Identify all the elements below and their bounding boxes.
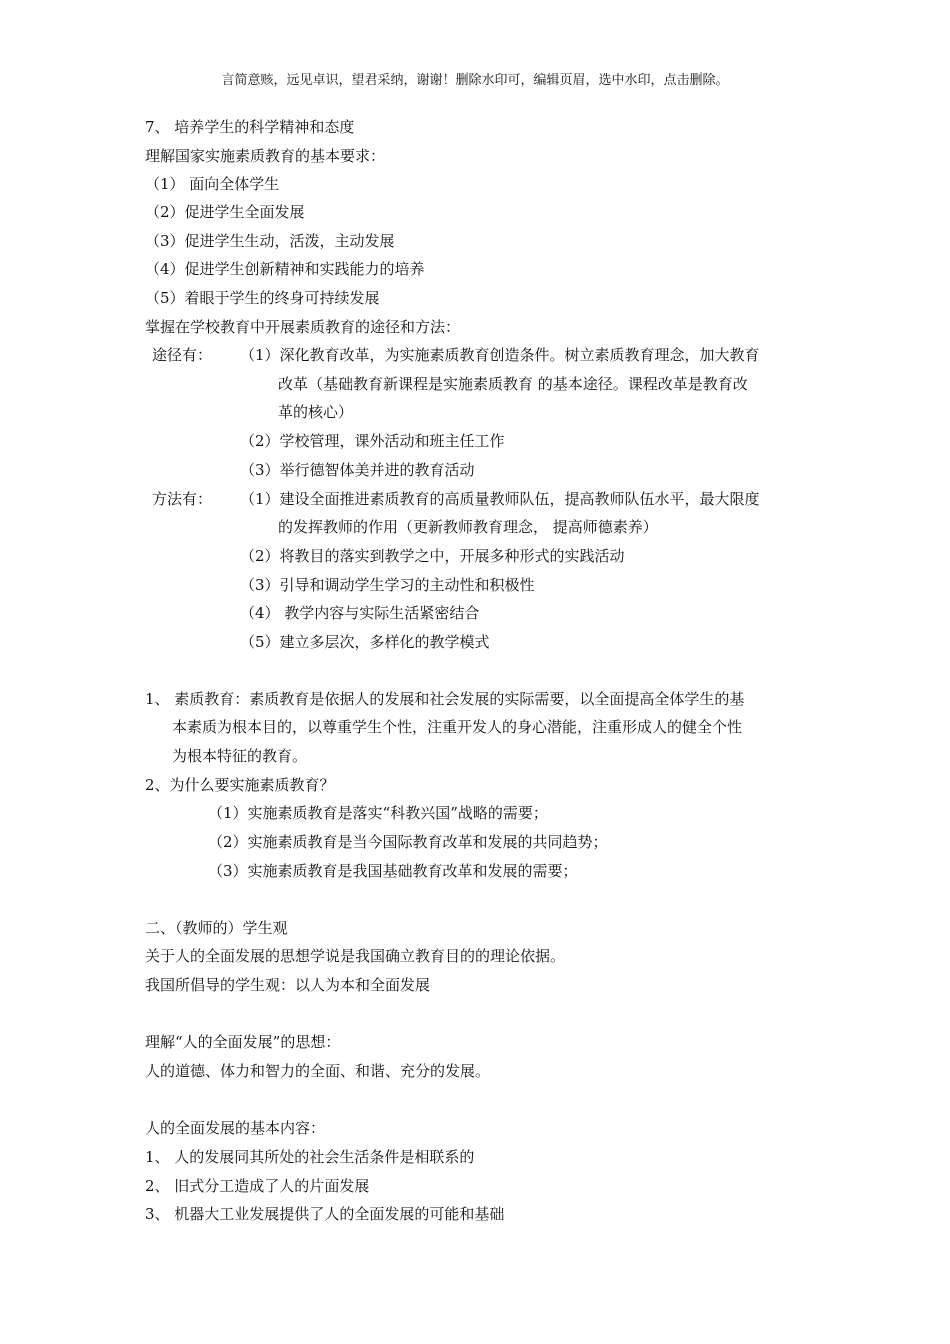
content-item: 1、 人的发展同其所处的社会生活条件是相联系的 bbox=[145, 1148, 475, 1166]
header-watermark-note: 言简意赅，远见卓识，望君采纳，谢谢！删除水印可，编辑页眉，选中水印，点击删除。 bbox=[221, 73, 729, 88]
theory-basis: 关于人的全面发展的思想学说是我国确立教育目的的理论依据。 bbox=[145, 947, 566, 965]
path-item: （1）深化教育改革，为实施素质教育创造条件。树立素质教育理念，加大教育 bbox=[240, 346, 760, 364]
requirement-item: （3）促进学生生动，活泼，主动发展 bbox=[145, 232, 395, 250]
paths-label: 途径有： bbox=[152, 346, 213, 364]
requirement-item: （2）促进学生全面发展 bbox=[145, 203, 305, 221]
definition-line: 本素质为根本目的，以尊重学生个性，注重开发人的身心潜能，注重形成人的健全个性 bbox=[172, 718, 743, 736]
method-item: （2）将教目的落实到教学之中，开展多种形式的实践活动 bbox=[240, 547, 625, 565]
understand-text: 人的道德、体力和智力的全面、和谐、充分的发展。 bbox=[145, 1062, 491, 1080]
method-item: （4） 教学内容与实际生活紧密结合 bbox=[240, 604, 480, 622]
item-7: 7、 培养学生的科学精神和态度 bbox=[145, 118, 355, 136]
path-item: （3）举行德智体美并进的教育活动 bbox=[240, 461, 475, 479]
student-view: 我国所倡导的学生观：以人为本和全面发展 bbox=[145, 976, 431, 994]
why-item: （2）实施素质教育是当今国际教育改革和发展的共同趋势； bbox=[208, 833, 608, 851]
approach-title: 掌握在学校教育中开展素质教育的途径和方法： bbox=[145, 318, 461, 336]
why-item: （3）实施素质教育是我国基础教育改革和发展的需要； bbox=[208, 862, 578, 880]
method-item-continued: 的发挥教师的作用（更新教师教育理念， 提高师德素养） bbox=[278, 518, 658, 536]
requirement-item: （4）促进学生创新精神和实践能力的培养 bbox=[145, 260, 425, 278]
content-title: 人的全面发展的基本内容： bbox=[145, 1119, 326, 1137]
why-item: （1）实施素质教育是落实“科教兴国”战略的需要； bbox=[208, 804, 548, 822]
method-item: （3）引导和调动学生学习的主动性和积极性 bbox=[240, 576, 535, 594]
path-item-continued: 革的核心） bbox=[278, 403, 354, 421]
content-item: 3、 机器大工业发展提供了人的全面发展的可能和基础 bbox=[145, 1205, 505, 1223]
requirements-title: 理解国家实施素质教育的基本要求： bbox=[145, 147, 386, 165]
path-item: （2）学校管理，课外活动和班主任工作 bbox=[240, 432, 505, 450]
method-item: （5）建立多层次，多样化的教学模式 bbox=[240, 633, 490, 651]
understand-title: 理解“人的全面发展”的思想： bbox=[145, 1033, 341, 1051]
content-item: 2、 旧式分工造成了人的片面发展 bbox=[145, 1177, 370, 1195]
section-heading: 二、（教师的）学生观 bbox=[145, 919, 288, 937]
why-title: 2、为什么要实施素质教育？ bbox=[145, 776, 335, 794]
definition-line: 1、 素质教育：素质教育是依据人的发展和社会发展的实际需要，以全面提高全体学生的基 bbox=[145, 690, 745, 708]
path-item-continued: 改革（基础教育新课程是实施素质教育 的基本途径。课程改革是教育改 bbox=[278, 375, 748, 393]
requirement-item: （5）着眼于学生的终身可持续发展 bbox=[145, 289, 380, 307]
requirement-item: （1） 面向全体学生 bbox=[145, 175, 280, 193]
definition-line: 为根本特征的教育。 bbox=[172, 747, 308, 765]
method-item: （1）建设全面推进素质教育的高质量教师队伍，提高教师队伍水平，最大限度 bbox=[240, 490, 760, 508]
methods-label: 方法有： bbox=[152, 490, 213, 508]
